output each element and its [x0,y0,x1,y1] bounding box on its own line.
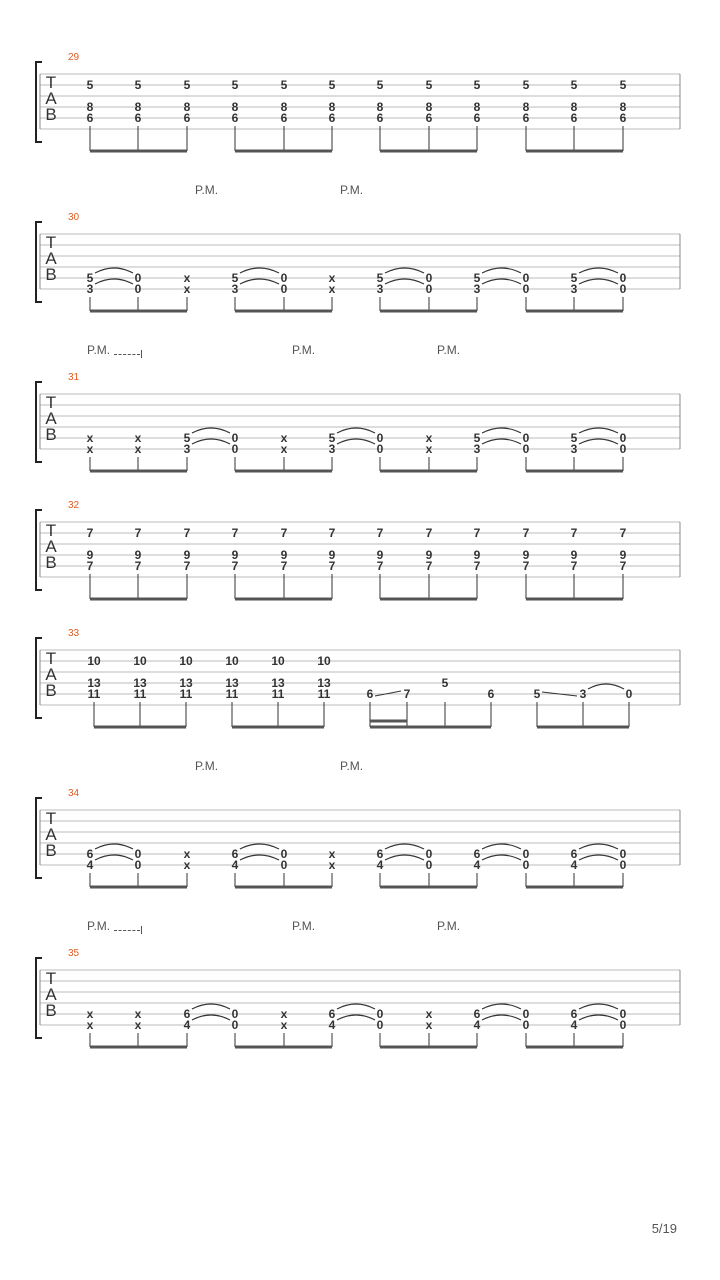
fret-number: 0 [425,847,433,861]
tab-clef-letter: B [45,681,57,700]
palm-mute-label: P.M. [340,759,364,773]
tab-system-34 [0,759,720,904]
tab-staff [0,954,720,1064]
fret-number: 0 [376,1007,384,1021]
fret-number: 0 [522,271,530,285]
tie-arc [482,1004,521,1009]
fret-number: 3 [376,282,384,296]
fret-number: 5 [570,431,578,445]
tab-clef-letter: T [45,969,57,988]
fret-number: 7 [231,526,239,540]
measure-number: 33 [68,628,80,639]
fret-number: 10 [179,654,193,668]
fret-number: x [86,1007,94,1021]
tie-arc [579,1004,618,1009]
fret-number: 9 [376,548,384,562]
fret-number: 5 [183,431,191,445]
fret-number: 6 [522,111,530,125]
palm-mute-label: P.M. [292,919,316,933]
tab-system-29 [0,52,720,168]
fret-number: 10 [87,654,101,668]
fret-number: 6 [376,847,384,861]
fret-number: 13 [133,676,147,690]
fret-number: 0 [522,847,530,861]
fret-number: 6 [473,847,481,861]
palm-mute-label: P.M. [195,759,219,773]
fret-number: x [183,847,191,861]
fret-number: 0 [231,1018,239,1032]
palm-mute-extension [114,930,140,931]
tie-arc [588,684,624,689]
tie-arc [385,844,424,849]
fret-number: 0 [522,858,530,872]
tab-system-33 [0,628,720,744]
fret-number: 3 [473,442,481,456]
tie-arc [337,428,375,433]
fret-number: x [328,282,336,296]
tab-clef-letter: T [45,649,57,668]
measure-number: 31 [68,372,80,383]
fret-number: 5 [522,78,530,92]
fret-number: 4 [231,858,239,872]
fret-number: x [183,271,191,285]
fret-number: x [280,431,288,445]
fret-number: 6 [183,111,191,125]
tab-system-32 [0,500,720,616]
tab-clef-letter: B [45,425,57,444]
palm-mute-label: P.M. [87,343,111,357]
fret-number: 7 [183,526,191,540]
fret-number: 6 [376,111,384,125]
tie-arc [579,1015,618,1020]
tie-arc [95,279,133,284]
fret-number: x [134,1007,142,1021]
fret-number: 9 [328,548,336,562]
fret-number: 3 [579,687,587,701]
fret-number: 9 [86,548,94,562]
tab-clef-letter: T [45,809,57,828]
fret-number: 7 [134,526,142,540]
fret-number: 0 [619,442,627,456]
fret-number: 6 [231,111,239,125]
fret-number: 0 [134,271,142,285]
fret-number: 7 [134,559,142,573]
fret-number: 7 [570,559,578,573]
tab-clef-letter: B [45,1001,57,1020]
fret-number: 8 [328,100,336,114]
fret-number: 5 [86,78,94,92]
fret-number: 7 [473,559,481,573]
tie-arc [192,428,230,433]
fret-number: 13 [87,676,101,690]
fret-number: 5 [376,78,384,92]
fret-number: x [328,271,336,285]
tab-clef-letter: T [45,233,57,252]
tab-clef-letter: B [45,553,57,572]
tie-arc [240,855,279,860]
fret-number: 5 [328,78,336,92]
fret-number: 4 [328,1018,336,1032]
fret-number: 7 [403,687,411,701]
fret-number: 8 [183,100,191,114]
fret-number: 8 [473,100,481,114]
tab-staff [0,794,720,904]
fret-number: 0 [522,1007,530,1021]
tie-arc [337,1004,375,1009]
fret-number: 5 [473,78,481,92]
fret-number: x [183,858,191,872]
fret-number: 10 [317,654,331,668]
fret-number: 7 [231,559,239,573]
tab-staff [0,58,720,168]
fret-number: x [134,1018,142,1032]
tie-arc [95,268,133,273]
fret-number: 0 [619,431,627,445]
fret-number: 9 [134,548,142,562]
tab-clef-letter: A [45,825,57,844]
tab-clef-letter: B [45,265,57,284]
fret-number: 7 [619,526,627,540]
tie-arc [482,428,521,433]
fret-number: 6 [487,687,495,701]
fret-number: 0 [522,431,530,445]
tie-arc [579,279,618,284]
fret-number: 6 [425,111,433,125]
fret-number: 0 [134,847,142,861]
tie-arc [192,1004,230,1009]
palm-mute-label: P.M. [340,183,364,197]
fret-number: 9 [522,548,530,562]
palm-mute-label: P.M. [195,183,219,197]
tie-arc [579,855,618,860]
fret-number: 0 [619,847,627,861]
fret-number: 4 [376,858,384,872]
tie-arc [482,855,521,860]
fret-number: 4 [570,858,578,872]
fret-number: x [425,1018,433,1032]
palm-mute-label: P.M. [437,919,461,933]
palm-mute-label: P.M. [87,919,111,933]
fret-number: 6 [86,111,94,125]
fret-number: 0 [134,858,142,872]
tie-arc [95,844,133,849]
fret-number: 7 [280,559,288,573]
fret-number: 7 [376,526,384,540]
fret-number: 9 [183,548,191,562]
fret-number: 7 [570,526,578,540]
fret-number: 5 [570,78,578,92]
fret-number: 11 [87,687,101,701]
fret-number: 0 [619,1018,627,1032]
tab-clef-letter: T [45,521,57,540]
fret-number: 13 [317,676,331,690]
fret-number: x [134,442,142,456]
fret-number: 0 [425,858,433,872]
fret-number: 8 [619,100,627,114]
fret-number: 0 [280,282,288,296]
fret-number: 8 [522,100,530,114]
fret-number: x [425,442,433,456]
fret-number: 5 [183,78,191,92]
fret-number: 4 [570,1018,578,1032]
fret-number: 8 [280,100,288,114]
fret-number: 0 [280,858,288,872]
fret-number: 7 [86,526,94,540]
tab-clef-letter: B [45,841,57,860]
fret-number: 7 [522,559,530,573]
measure-number: 29 [68,52,80,63]
tie-arc [482,439,521,444]
fret-number: 6 [328,1007,336,1021]
fret-number: 13 [271,676,285,690]
fret-number: 0 [619,271,627,285]
tie-arc [240,279,279,284]
tab-clef-letter: T [45,393,57,412]
fret-number: 5 [425,78,433,92]
fret-number: x [86,442,94,456]
fret-number: 11 [271,687,285,701]
tie-arc [385,855,424,860]
fret-number: 6 [86,847,94,861]
tab-clef-letter: A [45,537,57,556]
tab-staff [0,634,720,744]
fret-number: 7 [619,559,627,573]
tab-staff [0,218,720,328]
fret-number: 5 [570,271,578,285]
fret-number: 4 [183,1018,191,1032]
fret-number: 5 [441,676,449,690]
fret-number: 5 [328,431,336,445]
tie-arc [240,844,279,849]
fret-number: x [280,1018,288,1032]
fret-number: 5 [473,431,481,445]
fret-number: 6 [473,111,481,125]
fret-number: 6 [134,111,142,125]
fret-number: 4 [473,1018,481,1032]
fret-number: x [183,282,191,296]
fret-number: 8 [376,100,384,114]
fret-number: 0 [625,687,633,701]
tab-system-30 [0,183,720,328]
fret-number: 5 [533,687,541,701]
tie-arc [337,1015,375,1020]
fret-number: 3 [570,442,578,456]
fret-number: 11 [225,687,239,701]
fret-number: 10 [133,654,147,668]
fret-number: 6 [570,1007,578,1021]
tie-arc [482,279,521,284]
fret-number: 4 [473,858,481,872]
tab-staff [0,378,720,488]
fret-number: 6 [570,847,578,861]
fret-number: 0 [522,282,530,296]
tie-arc [385,279,424,284]
tab-staff [0,506,720,616]
fret-number: 3 [570,282,578,296]
fret-number: 9 [425,548,433,562]
fret-number: 0 [522,442,530,456]
tie-arc [192,1015,230,1020]
fret-number: 5 [134,78,142,92]
fret-number: 5 [280,78,288,92]
fret-number: 9 [473,548,481,562]
fret-number: 0 [425,271,433,285]
fret-number: 0 [280,271,288,285]
fret-number: 0 [522,1018,530,1032]
tie-arc [579,844,618,849]
tie-arc [482,844,521,849]
fret-number: 3 [473,282,481,296]
tab-clef-letter: A [45,249,57,268]
fret-number: 11 [133,687,147,701]
fret-number: 7 [425,526,433,540]
fret-number: 7 [86,559,94,573]
fret-number: 5 [86,271,94,285]
fret-number: 0 [425,282,433,296]
fret-number: 4 [86,858,94,872]
fret-number: x [425,1007,433,1021]
tie-arc [192,439,230,444]
fret-number: x [86,431,94,445]
fret-number: 0 [619,858,627,872]
fret-number: 7 [328,559,336,573]
tie-arc [579,268,618,273]
fret-number: 0 [376,442,384,456]
fret-number: 6 [570,111,578,125]
fret-number: 10 [271,654,285,668]
fret-number: 7 [183,559,191,573]
fret-number: x [280,1007,288,1021]
tab-clef-letter: B [45,105,57,124]
fret-number: 6 [280,111,288,125]
tab-system-31 [0,343,720,488]
fret-number: 9 [619,548,627,562]
fret-number: 0 [231,431,239,445]
measure-number: 35 [68,948,80,959]
fret-number: 6 [231,847,239,861]
fret-number: 6 [473,1007,481,1021]
fret-number: 9 [570,548,578,562]
fret-number: 3 [231,282,239,296]
measure-number: 32 [68,500,80,511]
fret-number: 5 [473,271,481,285]
measure-number: 34 [68,788,80,799]
fret-number: 11 [317,687,331,701]
fret-number: 9 [231,548,239,562]
fret-number: 6 [328,111,336,125]
tab-clef-letter: A [45,985,57,1004]
fret-number: 10 [225,654,239,668]
fret-number: 0 [376,1018,384,1032]
palm-mute-end [141,926,142,934]
fret-number: 0 [280,847,288,861]
fret-number: 8 [425,100,433,114]
tie-arc [240,268,279,273]
tie-arc [579,428,618,433]
tie-arc [95,855,133,860]
fret-number: 8 [86,100,94,114]
fret-number: 7 [328,526,336,540]
fret-number: 7 [280,526,288,540]
fret-number: 5 [376,271,384,285]
fret-number: 6 [183,1007,191,1021]
palm-mute-extension [114,354,140,355]
fret-number: 0 [619,282,627,296]
tie-arc [385,268,424,273]
page-number: 5/19 [651,1221,677,1236]
tie-arc [482,1015,521,1020]
fret-number: 9 [280,548,288,562]
fret-number: 7 [522,526,530,540]
fret-number: 8 [231,100,239,114]
fret-number: 0 [376,431,384,445]
fret-number: 7 [376,559,384,573]
fret-number: 8 [134,100,142,114]
fret-number: 13 [225,676,239,690]
tab-clef-letter: A [45,665,57,684]
tab-system-35 [0,919,720,1064]
fret-number: 7 [473,526,481,540]
palm-mute-end [141,350,142,358]
fret-number: 11 [179,687,193,701]
fret-number: 3 [86,282,94,296]
palm-mute-label: P.M. [292,343,316,357]
fret-number: 6 [619,111,627,125]
fret-number: 0 [231,1007,239,1021]
fret-number: 13 [179,676,193,690]
tab-clef-letter: A [45,409,57,428]
fret-number: 0 [134,282,142,296]
fret-number: 5 [231,78,239,92]
tie-arc [337,439,375,444]
fret-number: 8 [570,100,578,114]
fret-number: 5 [619,78,627,92]
fret-number: 3 [183,442,191,456]
fret-number: x [328,858,336,872]
fret-number: 0 [619,1007,627,1021]
tie-arc [482,268,521,273]
fret-number: 5 [231,271,239,285]
fret-number: 7 [425,559,433,573]
tab-clef-letter: T [45,73,57,92]
palm-mute-label: P.M. [437,343,461,357]
fret-number: x [425,431,433,445]
fret-number: 6 [366,687,374,701]
tab-clef-letter: A [45,89,57,108]
fret-number: x [134,431,142,445]
fret-number: 3 [328,442,336,456]
fret-number: 0 [231,442,239,456]
fret-number: x [328,847,336,861]
measure-number: 30 [68,212,80,223]
fret-number: x [86,1018,94,1032]
fret-number: x [280,442,288,456]
tie-arc [579,439,618,444]
